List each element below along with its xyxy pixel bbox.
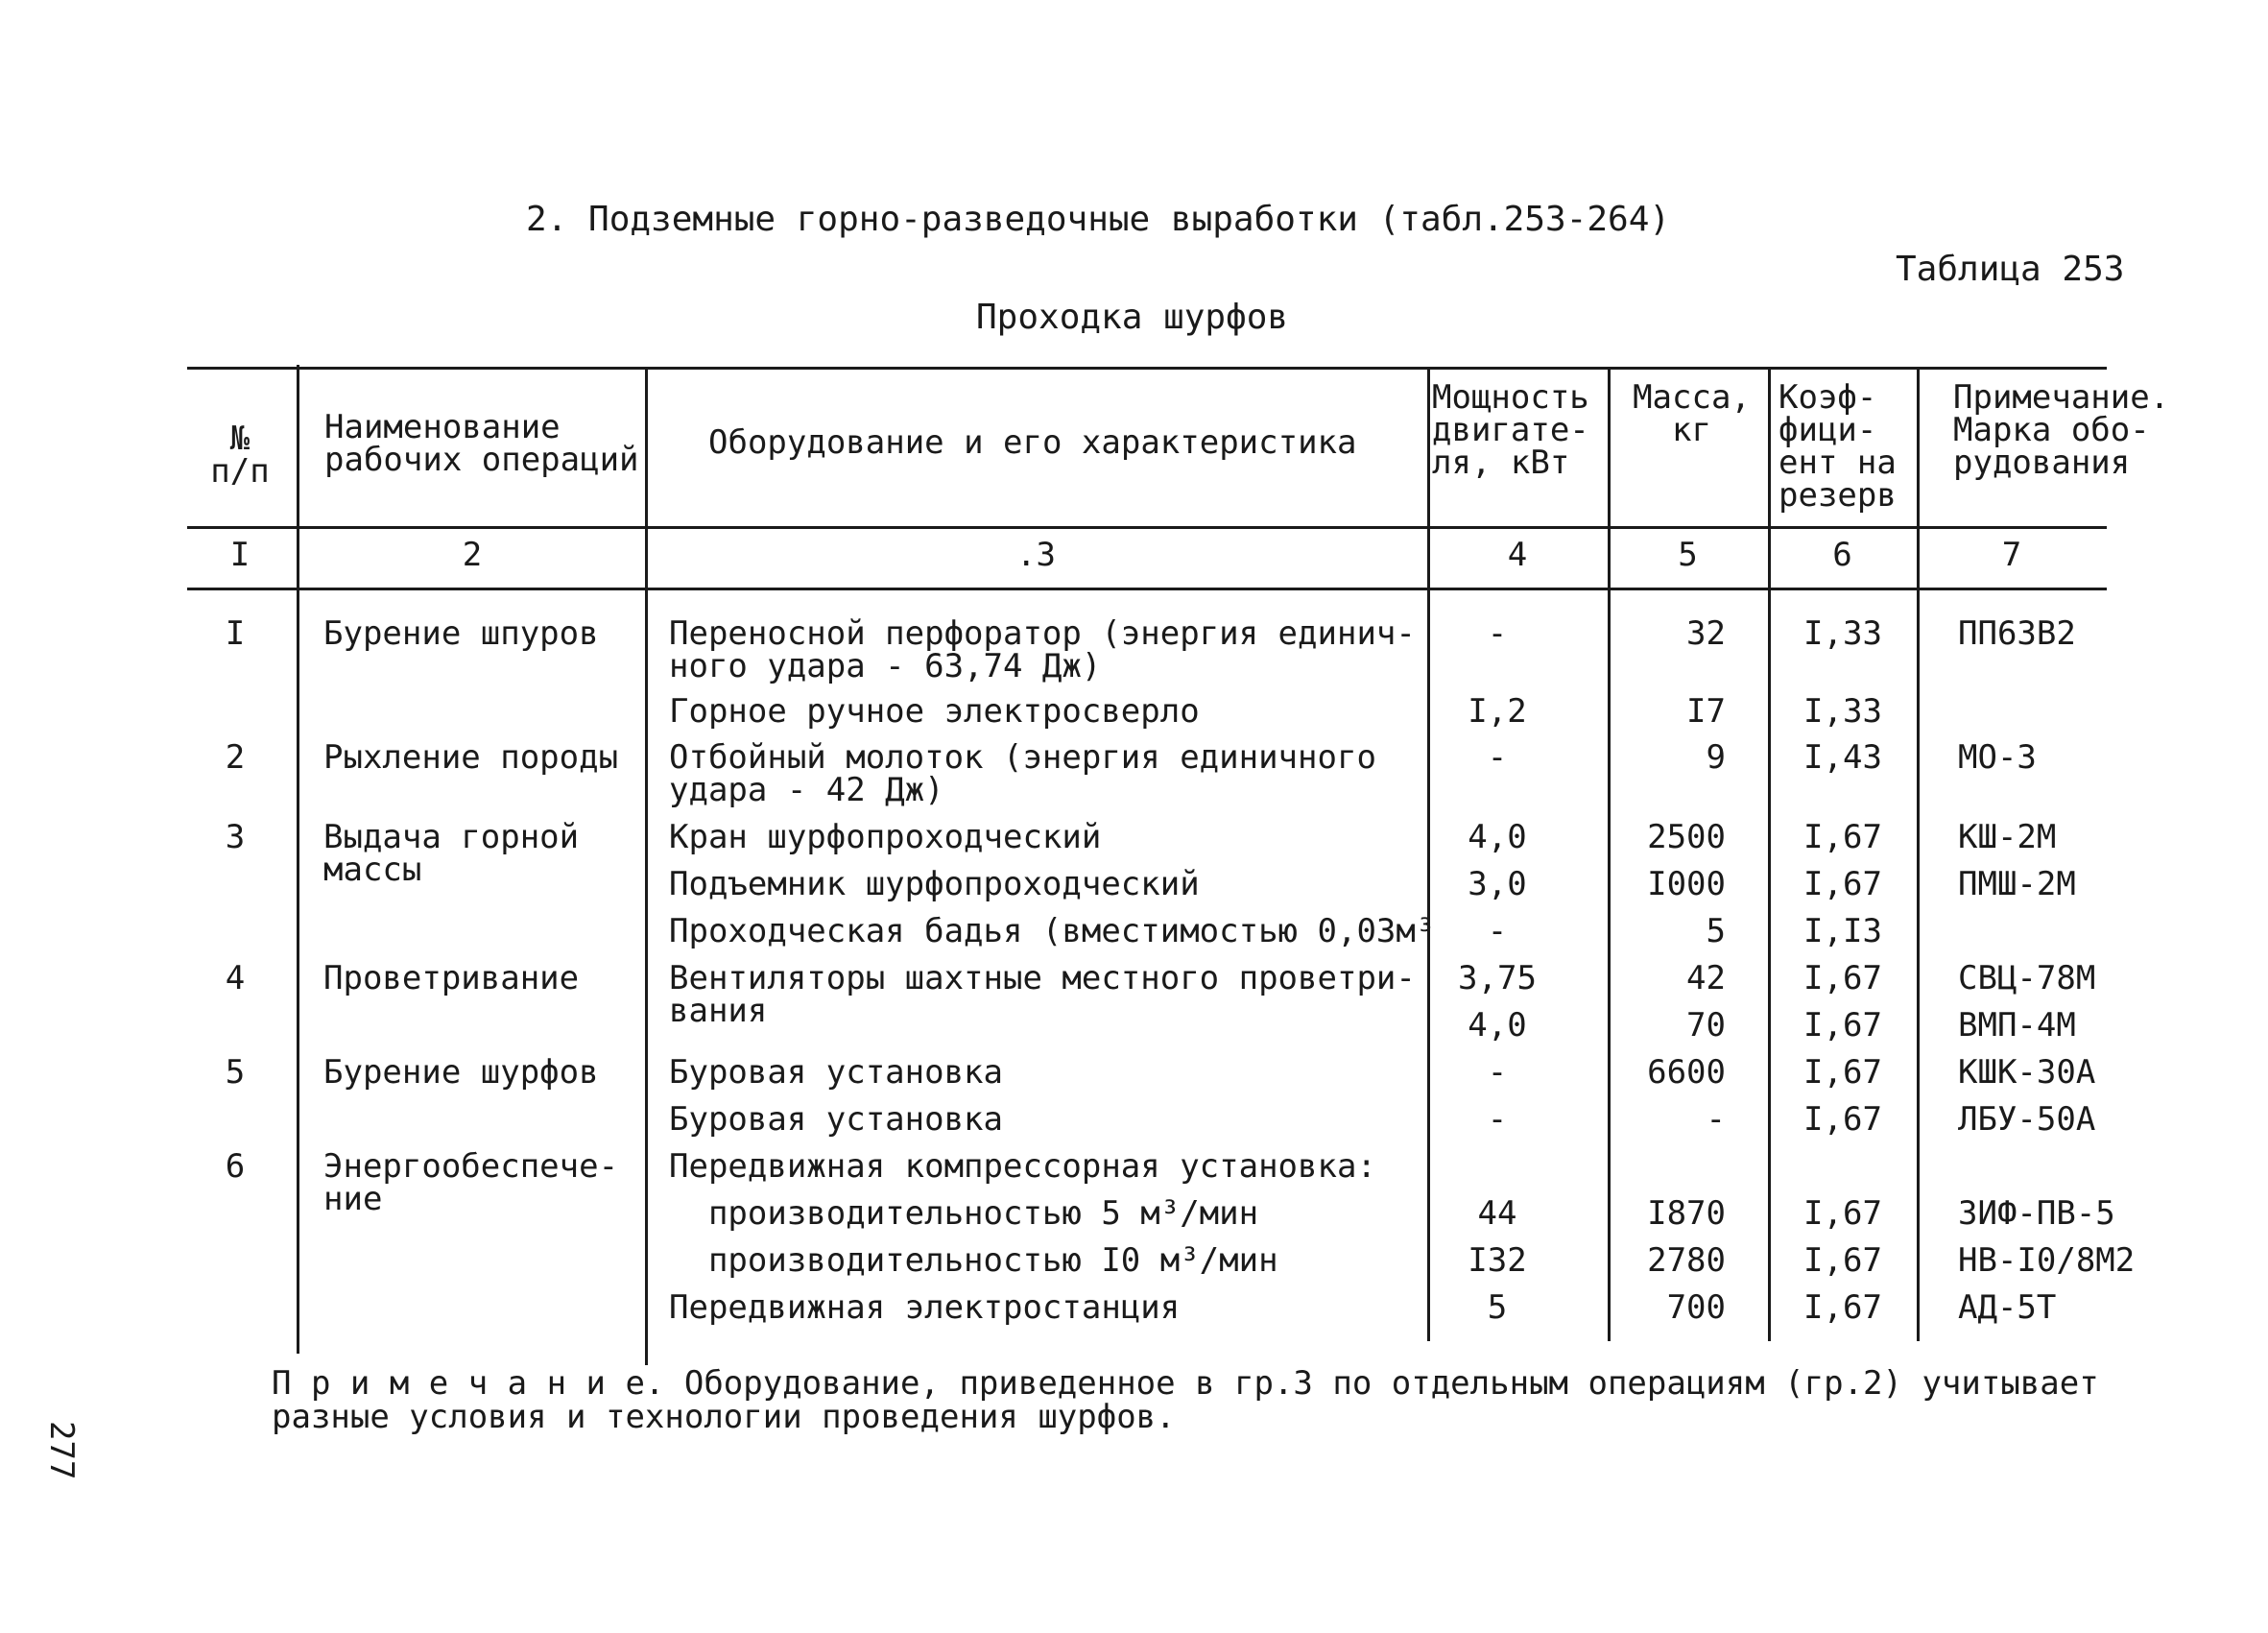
equipment-description: Горное ручное электросверло <box>669 692 1200 731</box>
mass-value: 2500 <box>1647 818 1726 856</box>
mass-value: 700 <box>1666 1288 1726 1327</box>
section-title: 2. Подземные горно-разведочные выработки (табл.253-264) <box>526 200 1671 239</box>
reserve-coefficient: I,33 <box>1803 692 1882 731</box>
operation-name: Бурение шурфов <box>323 1053 599 1092</box>
motor-power: I,2 <box>1468 692 1527 731</box>
colnum-7: 7 <box>2001 536 2022 574</box>
equipment-description: производительностью I0 м³/мин <box>669 1241 1278 1280</box>
colnum-6: 6 <box>1832 536 1852 574</box>
mass-value: 32 <box>1686 614 1726 653</box>
table-number: Таблица 253 <box>1896 250 2125 289</box>
mass-value: - <box>1706 1100 1726 1139</box>
operation-name: Бурение шпуров <box>323 614 599 653</box>
motor-power: 4,0 <box>1468 818 1527 856</box>
equipment-description: Вентиляторы шахтные местного проветри- вания <box>669 959 1416 1030</box>
motor-power: 44 <box>1477 1194 1517 1233</box>
reserve-coefficient: I,67 <box>1803 1241 1882 1280</box>
motor-power: - <box>1487 614 1508 653</box>
header-power: Мощность двигате- ля, кВт <box>1432 378 1589 482</box>
mass-value: I7 <box>1686 692 1726 731</box>
row-number: 5 <box>225 1053 246 1092</box>
motor-power: 3,75 <box>1458 959 1537 997</box>
equipment-mark: ПМШ-2М <box>1958 865 2076 903</box>
colnum-4: 4 <box>1507 536 1528 574</box>
equipment-description: Буровая установка <box>669 1053 1003 1092</box>
reserve-coefficient: I,67 <box>1803 1288 1882 1327</box>
colnum-5: 5 <box>1678 536 1698 574</box>
table-top-rule <box>187 367 2107 370</box>
equipment-description: Отбойный молоток (энергия единичного удара - 42 Дж) <box>669 738 1376 809</box>
col-divider-4 <box>1608 367 1611 1341</box>
equipment-description: Передвижная компрессорная установка: <box>669 1147 1376 1186</box>
equipment-mark: ПП63В2 <box>1958 614 2076 653</box>
reserve-coefficient: I,43 <box>1803 738 1882 777</box>
col-divider-5 <box>1768 367 1771 1341</box>
reserve-coefficient: I,67 <box>1803 865 1882 903</box>
motor-power: - <box>1487 1100 1508 1139</box>
reserve-coefficient: I,67 <box>1803 1100 1882 1139</box>
operation-name: Выдача горной массы <box>323 818 580 889</box>
reserve-coefficient: I,67 <box>1803 1006 1882 1045</box>
reserve-coefficient: I,67 <box>1803 1053 1882 1092</box>
page-number: 277 <box>42 1421 81 1480</box>
col-divider-6 <box>1917 367 1920 1341</box>
motor-power: 5 <box>1487 1288 1508 1327</box>
header-mass: Масса, кг <box>1633 378 1751 449</box>
equipment-mark: МО-3 <box>1958 738 2037 777</box>
reserve-coefficient: I,33 <box>1803 614 1882 653</box>
colnum-3: .3 <box>1016 536 1056 574</box>
motor-power: 3,0 <box>1468 865 1527 903</box>
col-divider-3 <box>1427 367 1430 1341</box>
operation-name: Рыхление породы <box>323 738 619 777</box>
mass-value: I870 <box>1647 1194 1726 1233</box>
operation-name: Энергообеспече- ние <box>323 1147 619 1218</box>
colnum-2: 2 <box>462 536 483 574</box>
mass-value: 9 <box>1706 738 1726 777</box>
row-number: 6 <box>225 1147 246 1186</box>
equipment-description: Переносной перфоратор (энергия единич- ного удара - 63,74 Дж) <box>669 614 1416 685</box>
col-divider-1 <box>297 365 299 1354</box>
equipment-description: производительностью 5 м³/мин <box>669 1194 1259 1233</box>
equipment-mark: КШК-30А <box>1958 1053 2096 1092</box>
row-number: 4 <box>225 959 246 997</box>
header-number: № п/п <box>210 420 270 491</box>
motor-power: - <box>1487 912 1508 950</box>
row-number: I <box>225 614 246 653</box>
operation-name: Проветривание <box>323 959 580 997</box>
motor-power: 4,0 <box>1468 1006 1527 1045</box>
colnum-1: I <box>229 536 251 574</box>
equipment-mark: НВ-I0/8М2 <box>1958 1241 2136 1280</box>
reserve-coefficient: I,67 <box>1803 1194 1882 1233</box>
equipment-description: Подъемник шурфопроходческий <box>669 865 1200 903</box>
equipment-description: Передвижная электростанция <box>669 1288 1181 1327</box>
header-bottom-rule <box>187 526 2107 529</box>
table-title: Проходка шурфов <box>976 298 1289 337</box>
equipment-mark: АД-5Т <box>1958 1288 2057 1327</box>
header-equipment: Оборудование и его характеристика <box>708 423 1357 462</box>
equipment-mark: ВМП-4М <box>1958 1006 2076 1045</box>
footnote: П р и м е ч а н и е. Оборудование, приведенное в гр.3 по отдельным операциям (гр.2) учитывает разные условия и технологии проведения шурфов. <box>272 1364 2099 1436</box>
reserve-coefficient: I,67 <box>1803 818 1882 856</box>
reserve-coefficient: I,I3 <box>1803 912 1882 950</box>
header-mark: Примечание. Марка обо- рудования <box>1953 378 2170 482</box>
header-coef: Коэф- фици- ент на резерв <box>1779 378 1897 515</box>
motor-power: I32 <box>1468 1241 1527 1280</box>
mass-value: 5 <box>1706 912 1726 950</box>
row-number: 3 <box>225 818 246 856</box>
col-divider-2 <box>645 367 648 1365</box>
equipment-description: Кран шурфопроходческий <box>669 818 1102 856</box>
mass-value: 6600 <box>1647 1053 1726 1092</box>
row-number: 2 <box>225 738 246 777</box>
equipment-description: Буровая установка <box>669 1100 1003 1139</box>
mass-value: 2780 <box>1647 1241 1726 1280</box>
mass-value: I000 <box>1647 865 1726 903</box>
header-operation: Наименование рабочих операций <box>324 408 639 479</box>
colnum-bottom-rule <box>187 588 2107 590</box>
equipment-mark: СВЦ-78М <box>1958 959 2096 997</box>
equipment-description: Проходческая бадья (вместимостью 0,03м³ <box>669 912 1436 950</box>
mass-value: 42 <box>1686 959 1726 997</box>
equipment-mark: ЗИФ-ПВ-5 <box>1958 1194 2115 1233</box>
equipment-mark: КШ-2М <box>1958 818 2057 856</box>
motor-power: - <box>1487 738 1508 777</box>
mass-value: 70 <box>1686 1006 1726 1045</box>
reserve-coefficient: I,67 <box>1803 959 1882 997</box>
motor-power: - <box>1487 1053 1508 1092</box>
equipment-mark: ЛБУ-50А <box>1958 1100 2096 1139</box>
